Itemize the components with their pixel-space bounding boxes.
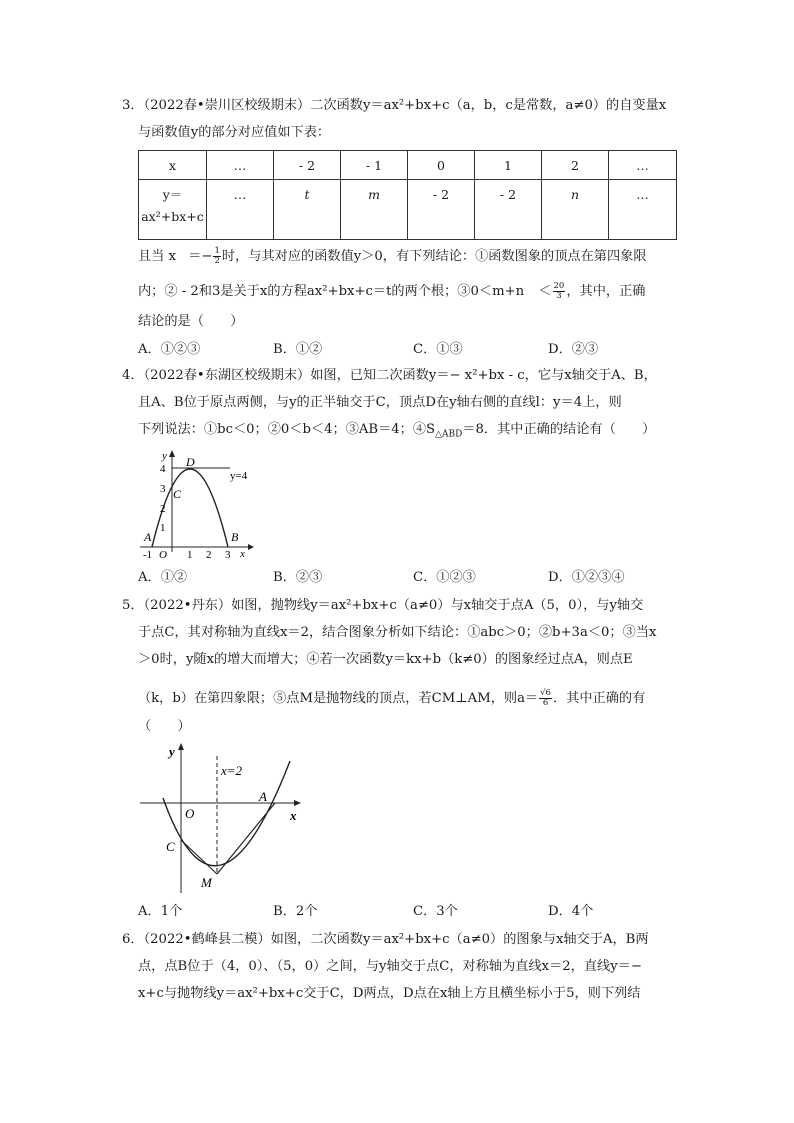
table-cell: [139, 180, 207, 240]
q4-graph: [138, 448, 268, 566]
table-cell: …: [207, 180, 274, 240]
q5-line-2: 于点C，其对称轴为直线x＝2，结合图象分析如下结论：①abc＞0；②b+3a＜0；③当x: [138, 625, 657, 640]
option-d[interactable]: D．①②③④: [548, 570, 625, 585]
q5-line-4b: ．其中正确的有: [552, 691, 646, 706]
fraction-denominator: 3: [556, 291, 562, 301]
table-cell: 0: [408, 151, 475, 180]
q5-graph: [134, 740, 314, 895]
table-cell: 2: [542, 151, 609, 180]
q4-line-3b: ＝8．其中正确的结论有（ ）: [462, 422, 656, 437]
point-d-label: D: [186, 455, 195, 469]
x-axis-label: x: [240, 548, 245, 560]
x-tick: 2: [206, 549, 212, 561]
table-head-b: ax²+bx+c: [141, 209, 204, 224]
q3-line-3: [138, 247, 647, 266]
q4-subscript: △ABD: [435, 429, 463, 440]
option-c[interactable]: C．①②③: [413, 570, 476, 585]
point-b-label: B: [231, 530, 239, 544]
origin-label: O: [185, 806, 195, 821]
table-cell: - 2: [274, 151, 341, 180]
x-axis-arrow: [294, 800, 301, 806]
point-c-label: C: [173, 487, 182, 501]
point-a-label: A: [144, 530, 152, 544]
table-cell: …: [609, 151, 677, 180]
table-cell: …: [609, 180, 677, 240]
fraction-numerator: 1: [214, 246, 220, 256]
fraction-denominator: 6: [542, 698, 549, 708]
table-row: [139, 180, 677, 240]
q3-options: [138, 341, 678, 359]
option-a[interactable]: A．1个: [138, 904, 183, 919]
table-cell: - 2: [475, 180, 542, 240]
q3-line-4: [138, 282, 645, 301]
q5-fraction: [539, 689, 552, 708]
q5-options: [138, 903, 678, 921]
table-cell: - 1: [341, 151, 408, 180]
line-label: y=4: [230, 470, 248, 482]
option-b[interactable]: B．①②: [273, 342, 323, 357]
option-a[interactable]: A．①②: [138, 570, 188, 585]
q3-line-3a: 且当 x: [138, 249, 177, 264]
y-tick: 4: [160, 463, 166, 475]
q5-line-4a: （k，b）在第四象限；⑤点M是抛物线的顶点，若CM⊥AM，则a＝: [138, 691, 539, 706]
q4-line-1: 4．（2022春•东湖区校级期末）如图，已知二次函数y＝− x²+bx - c，它与x轴交于A、B，: [122, 368, 657, 383]
y-tick: 1: [160, 522, 166, 534]
y-tick: 3: [160, 483, 166, 495]
point-c-label: C: [166, 839, 175, 854]
option-c[interactable]: C．①③: [413, 342, 463, 357]
x-tick: 1: [187, 549, 193, 561]
q4-line-3: [138, 421, 655, 444]
table-cell: t: [274, 180, 341, 240]
fraction-numerator: √6: [540, 688, 551, 698]
q5-line-1: 5．（2022•丹东）如图，抛物线y＝ax²+bx+c（a≠0）与x轴交于点A（5，0），与y轴交: [122, 598, 644, 613]
table-cell: m: [341, 180, 408, 240]
origin-label: O: [159, 549, 167, 561]
q5-line-3: ＞0时，y随x的增大而增大；④若一次函数y＝kx+b（k≠0）的图象经过点A，则点E: [138, 652, 633, 667]
q3-line-4a: 内；② - 2和3是关于x的方程ax²+bx+c＝t的两个根；③0＜m+n: [138, 284, 525, 299]
option-b[interactable]: B．2个: [273, 904, 318, 919]
option-d[interactable]: D．4个: [548, 904, 594, 919]
option-d[interactable]: D．②③: [548, 342, 599, 357]
q4-line-3a: 下列说法：①bc＜0；②0＜b＜4；③AB＝4；④S: [138, 422, 436, 437]
x-tick-negative: -1: [143, 549, 153, 561]
q3-value-table: [138, 150, 677, 240]
segment-cm: [181, 840, 217, 874]
q4-options: [138, 569, 678, 587]
table-cell: - 2: [408, 180, 475, 240]
option-b[interactable]: B．②③: [273, 570, 323, 585]
q3-line-3b: 时，与其对应的函数值y＞0，有下列结论：①函数图象的顶点在第四象限: [221, 249, 647, 264]
table-head-a: y＝: [162, 187, 183, 202]
point-a-label: A: [259, 789, 267, 804]
q3-line-5: 结论的是（ ）: [138, 314, 244, 329]
table-cell: n: [542, 180, 609, 240]
x-axis-label: x: [290, 808, 297, 823]
fraction-numerator: 20: [553, 281, 565, 291]
symmetry-axis-label: x=2: [221, 763, 243, 778]
table-cell: …: [207, 151, 274, 180]
q6-line-2: 点，点B位于（4，0）、（5，0）之间，与y轴交于点C，对称轴为直线x＝2，直线y＝−: [138, 959, 642, 974]
q6-line-3: x+c与抛物线y＝ax²+bx+c交于C，D两点，D点在x轴上方且横坐标小于5，则下列结: [138, 986, 641, 1001]
q3-line-1: 3．（2022春•崇川区校级期末）二次函数y＝ax²+bx+c（a，b，c是常数，a≠0）的自变量x: [122, 98, 667, 113]
q3-fraction: [213, 247, 220, 266]
point-m-label: M: [201, 875, 212, 890]
y-tick: 2: [160, 503, 166, 515]
q4-line-2: 且A、B位于原点两侧，与y的正半轴交于C，顶点D在y轴右侧的直线l：y＝4上，则: [138, 395, 622, 410]
table-cell: 1: [475, 151, 542, 180]
y-axis-arrow: [178, 743, 184, 750]
y-axis-label: y: [169, 744, 175, 759]
y-axis-label: y: [162, 450, 167, 462]
q3-line-4-lt: ＜: [538, 284, 552, 299]
segment-am: [217, 803, 275, 874]
q5-line-5: （ ）: [138, 719, 191, 734]
q3-line-3-eq: ＝−: [188, 249, 213, 264]
x-axis-arrow: [248, 544, 254, 550]
option-a[interactable]: A．①②③: [138, 342, 201, 357]
q5-line-4: [138, 689, 645, 708]
table-cell: x: [139, 151, 207, 180]
q6-line-1: 6．（2022•鹤峰县二模）如图，二次函数y＝ax²+bx+c（a≠0）的图象与x轴交于A，B两: [122, 932, 649, 947]
q3-line-2: 与函数值y的部分对应值如下表：: [138, 125, 331, 140]
x-tick: 3: [225, 549, 231, 561]
table-row: [139, 151, 677, 180]
q3-line-4b: ，其中，正确: [566, 284, 646, 299]
fraction-denominator: 2: [214, 256, 220, 266]
option-c[interactable]: C．3个: [413, 904, 458, 919]
q3-fraction-2: [553, 282, 566, 301]
y-axis-arrow: [169, 450, 175, 457]
